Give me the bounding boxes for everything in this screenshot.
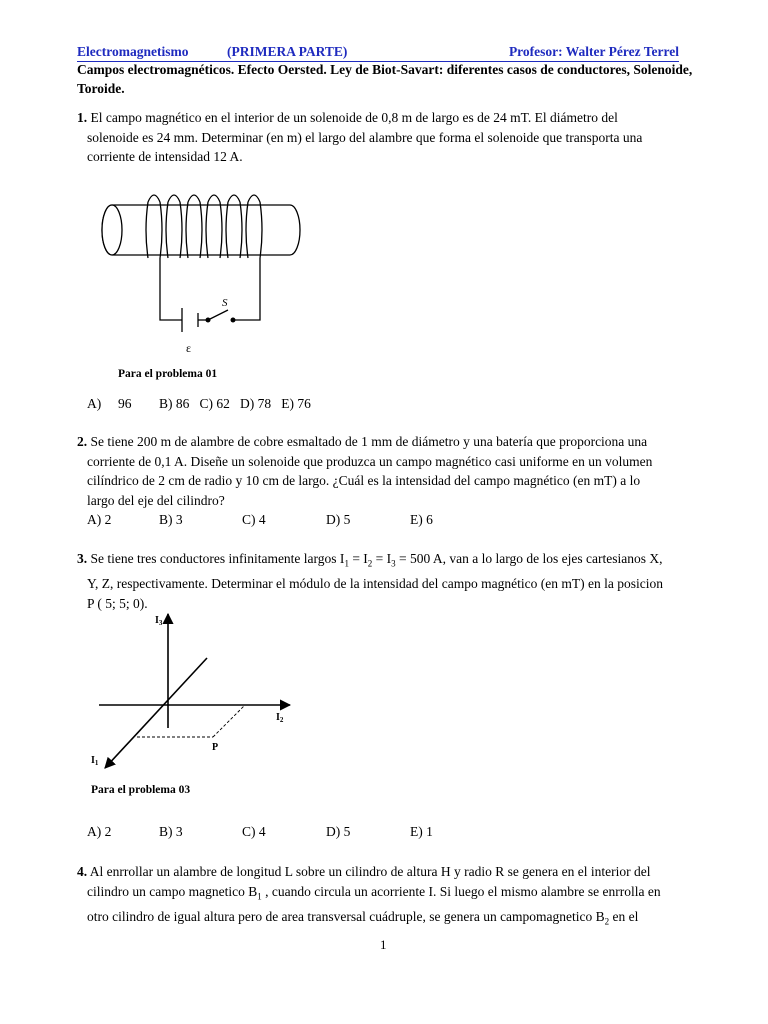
figure-caption: Para el problema 03 — [91, 784, 191, 796]
header-professor: Profesor: Walter Pérez Terrel — [508, 44, 679, 59]
problem-text-line: otro cilindro de igual altura pero de area transversal cuádruple, se genera un campomagnetico $B_2$ en el — [87, 908, 639, 927]
problem-1 — [77, 108, 692, 167]
problem-number: 4. — [77, 864, 88, 879]
problem-text-line: cilindro un campo magnetico $B_1$ , cuando circula un acorriente I. Si luego el mismo alambre se enrrolla en — [87, 883, 661, 902]
header-part: (PRIMERA PARTE) — [227, 44, 348, 59]
page-number: 1 — [380, 937, 387, 952]
problem-text-line: Y, Z, respectivamente. Determinar el módulo de la intensidad del campo magnético (en mT) en la posicion — [87, 576, 663, 592]
axes-figure — [85, 608, 305, 778]
switch-label: S — [222, 297, 228, 309]
solenoid-figure — [90, 190, 320, 360]
problem-3: 3. Se tiene tres conductores infinitamente largos $I_1 = I_2 = I_3 = 500$ A, van a lo largo de los ejes cartesianos X, Y, Z, respectivamente. Determinar el módulo de la intensidad del campo magnético (en mT) en la posicion P ( 5; 5; 0). — [77, 549, 692, 613]
problem-text-line: P ( 5; 5; 0). — [87, 595, 148, 611]
header-course: Electromagnetismo — [77, 44, 189, 59]
svg-text:I3: $I_3$ — [155, 615, 163, 627]
emf-label: ε — [186, 341, 192, 355]
figure-caption: Para el problema 01 — [118, 368, 218, 380]
problem-number: 2. — [77, 434, 88, 449]
problem-2 — [77, 432, 692, 510]
problem-text-line: corriente de intensidad 12 A. — [87, 149, 243, 164]
problem-text-line: solenoide es 24 mm. Determinar (en m) el largo del alambre que forma el solenoide que transporta una — [87, 129, 643, 145]
problem-text-line: Se tiene 200 m de alambre de cobre esmaltado de 1 mm de diámetro y una batería que proporciona una — [90, 434, 648, 449]
problem-number: 3. — [77, 551, 88, 566]
problem-text-line: largo del eje del cilindro? — [87, 492, 225, 508]
problem-4: 4. Al enrrollar un alambre de longitud L sobre un cilindro de altura H y radio R se genera en el interior del cilindro un campo magnetico $B_1$ , cuando circula un acorriente I. Si luego el mismo alambre se enrrolla en otro cilindro de igual altura pero de area transversal cuádruple, se genera un campomagnetico $B_2$ en el — [77, 862, 692, 932]
problem-number: 1. — [77, 110, 88, 125]
problem-text-line: El campo magnético en el interior de un solenoide de 0,8 m de largo es de 24 mT. El diámetro del — [90, 110, 618, 125]
svg-text:I2: $I_2$ — [276, 712, 284, 724]
point-label: P — [212, 742, 219, 753]
answer-options: A) 96 B) 86 C) 62 D) 78 E) 76 — [87, 396, 311, 411]
axis-label-y: I — [276, 712, 280, 723]
svg-text:I1: $I_1$ — [91, 755, 99, 767]
axis-label-x: I — [91, 755, 95, 766]
problem-text-line: corriente de 0,1 A. Diseñe un solenoide que produzca un campo magnético casi uniforme en un volumen — [87, 453, 653, 469]
problem-text-line: cilíndrico de 2 cm de radio y 10 cm de largo. ¿Cuál es la intensidad del campo magnético (en mT) a lo — [87, 473, 641, 488]
topic-heading: Campos electromagnéticos. Efecto Oersted. Ley de Biot-Savart: diferentes casos de conductores, Solenoide, Toroide. — [77, 62, 693, 96]
axis-label-z: I — [155, 615, 159, 626]
